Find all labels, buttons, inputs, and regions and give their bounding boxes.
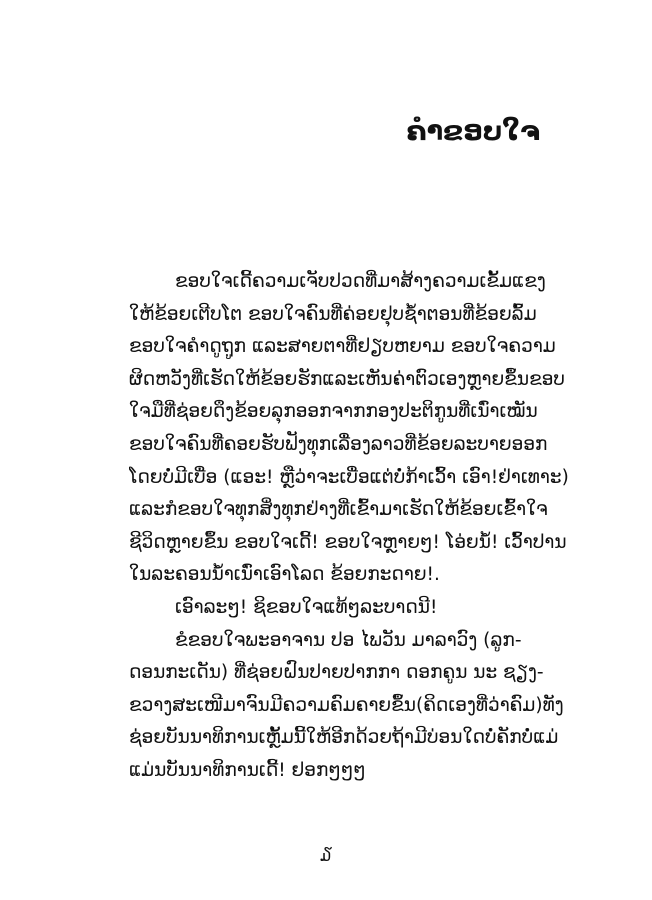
paragraph-3 xyxy=(129,625,591,788)
text-line: ຜິດຫວັງທີ່ເຮັດໃຫ້ຂ້ອຍຮັກແລະເຫັນຄ່າຕົວເອງຫຼາຍຂຶ້ນຂອບ xyxy=(129,368,565,390)
text-line: ຊີວິດຫຼາຍຂຶ້ນ ຂອບໃຈເດີ້! ຂອບໃຈຫຼາຍໆ! ໂອ່ຍນໍ້! ເວົ້າປານ xyxy=(129,531,567,553)
text-line: ແມ່ນບັນນາທິການເດີ້! ຢອກໆໆໆ xyxy=(129,759,366,781)
text-line: ດອນກະເດັນ) ທີ່ຊ່ອຍຝົນປາຍປາກກາ ດອກຄູນ ນະ ຊຽງ- xyxy=(129,662,544,684)
text-line: ໃຫ້ຂ້ອຍເຕີບໂຕ ຂອບໃຈຄົນທີ່ຄ່ອຍຢຸບຊ້ຳຕອນທີ່ຂ້ອຍລົ້ມ xyxy=(129,303,537,325)
page-title: ຄຳຂອບໃຈ xyxy=(406,116,540,147)
text-line: ຂໍຂອບໃຈພະອາຈານ ປອ ໄພວັນ ມາລາວົງ (ລູກ- xyxy=(175,629,522,651)
text-line: ຂອບໃຈຄຳດູຖູກ ແລະສາຍຕາທີ່ຢຽບຫຍາມ ຂອບໃຈຄວາມ xyxy=(129,336,556,358)
text-line: ໃຈມືທີ່ຊ່ອຍດຶງຂ້ອຍລຸກອອກຈາກກອງປະຕິກູນທີ່ເນົ່າເໝັນ xyxy=(129,401,538,423)
text-line: ຂອບໃຈເດີ້ຄວາມເຈັບປວດທີ່ມາສ້າງຄວາມເຂັ້ມແຂງ xyxy=(175,271,546,292)
text-line: ເອົາລະໆ! ຊິຂອບໃຈແທ້ໆລະບາດນີ! xyxy=(175,596,438,618)
acknowledgement-text xyxy=(129,266,591,788)
text-line: ໃນລະຄອນນໍ້າເນົ່າເອົາໂລດ ຂ້ອຍກະດາຍ!. xyxy=(129,564,440,586)
paragraph-2 xyxy=(129,592,591,625)
text-line: ຊ່ອຍບັນນາທິການເຫຼັ້ມນີ້ໃຫ້ອີກດ້ວຍຖ້າມີບ່ອນໃດບໍ່ຄັກບໍ່ແມ່ xyxy=(129,727,559,749)
text-line: ໂດຍບໍ່ມີເບື່ອ (ແອະ! ຫຼືວ່າຈະເບື່ອແຕ່ບໍ່ກ້າເວົ້າ ເອົາ!ຢ່າເທາະ) xyxy=(129,466,569,488)
text-line: ຂວາງສະເໜີມາຈົນມີຄວາມຄົມຄາຍຂຶ້ນ(ຄິດເອງທີ່ວ່າຄົມ)ທັງ xyxy=(129,694,564,716)
page-number: ໓ xyxy=(320,846,332,866)
paragraph-1 xyxy=(129,266,591,592)
text-line: ຂອບໃຈຄົນທີ່ຄອຍຮັບຟັງທຸກເລື່ອງລາວທີ່ຂ້ອຍລະບາຍອອກ xyxy=(129,433,548,455)
text-line: ແລະກໍຂອບໃຈທຸກສິ່ງທຸກຢ່າງທີ່ເຂົ້າມາເຮັດໃຫ້ຂ້ອຍເຂົ້າໃຈ xyxy=(129,499,548,521)
